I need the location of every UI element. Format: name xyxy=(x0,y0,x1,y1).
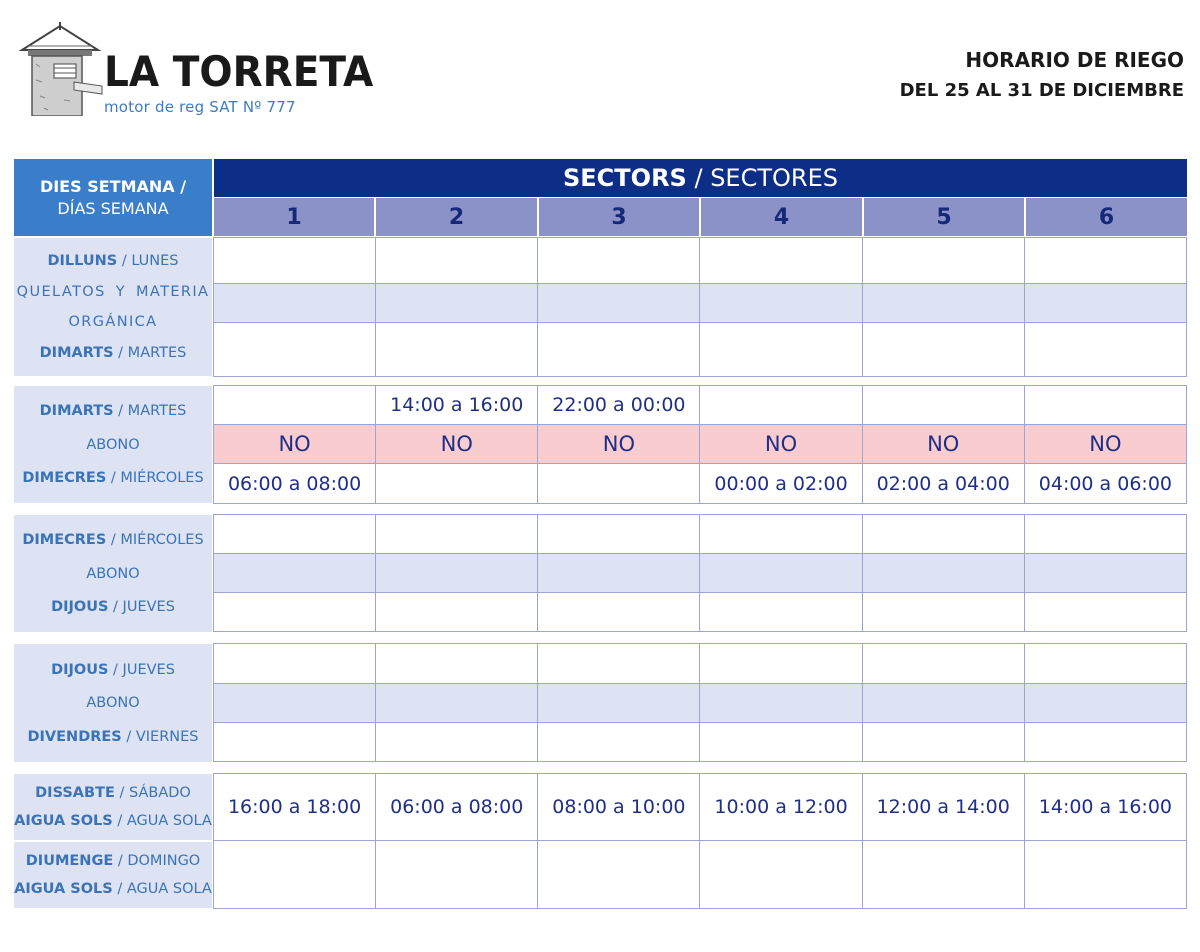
schedule-cell xyxy=(1024,554,1186,593)
schedule-cell xyxy=(862,515,1024,554)
schedule-cell: 16:00 a 18:00 xyxy=(214,774,376,841)
schedule-cell xyxy=(700,644,862,684)
schedule-cell xyxy=(1024,323,1186,377)
day-label-line: DISSABTE / SÁBADO xyxy=(35,785,191,802)
schedule-cell xyxy=(700,284,862,323)
no-irrigation-cell: NO xyxy=(538,425,700,464)
brand-subtitle: motor de reg SAT Nº 777 xyxy=(104,98,296,116)
sector-number: 5 xyxy=(864,198,1024,236)
schedule-cell xyxy=(538,723,700,762)
schedule-cell: 10:00 a 12:00 xyxy=(700,774,862,841)
day-label-line: DIMARTS / MARTES xyxy=(39,403,187,420)
schedule-cell xyxy=(538,284,700,323)
schedule-cell xyxy=(538,323,700,377)
sector-number: 6 xyxy=(1026,198,1187,236)
schedule-grid xyxy=(213,385,1187,504)
schedule-grid xyxy=(213,773,1187,909)
schedule-cell: 02:00 a 04:00 xyxy=(862,464,1024,504)
schedule-cell: 06:00 a 08:00 xyxy=(376,774,538,841)
day-label-line: ABONO xyxy=(86,695,140,711)
schedule-cell xyxy=(214,238,376,284)
schedule-cell xyxy=(214,684,376,723)
schedule-cell xyxy=(214,284,376,323)
schedule-grid xyxy=(213,643,1187,762)
schedule-cell xyxy=(700,723,862,762)
schedule-cell xyxy=(1024,284,1186,323)
day-label-line: DIVENDRES / VIERNES xyxy=(27,728,199,745)
schedule-cell xyxy=(376,684,538,723)
schedule-cell xyxy=(538,644,700,684)
schedule-cell xyxy=(538,238,700,284)
day-group-label xyxy=(14,238,212,376)
table-row xyxy=(214,684,1187,723)
day-label-line: AIGUA SOLS / AGUA SOLA xyxy=(14,812,212,829)
schedule-cell xyxy=(376,238,538,284)
sector-number: 2 xyxy=(376,198,537,236)
schedule-cell xyxy=(1024,238,1186,284)
schedule-cell xyxy=(376,593,538,632)
schedule-cell xyxy=(376,723,538,762)
schedule-grid xyxy=(213,237,1187,377)
day-label-line: DIMECRES / MIÉRCOLES xyxy=(22,532,204,549)
schedule-cell xyxy=(862,386,1024,425)
day-label-line: DIJOUS / JUEVES xyxy=(51,661,175,678)
day-group-label xyxy=(14,774,212,840)
days-column-header xyxy=(14,159,212,236)
schedule-cell xyxy=(862,644,1024,684)
sectors-header-normal: / SECTORES xyxy=(694,164,838,192)
schedule-cell xyxy=(1024,386,1186,425)
schedule-cell xyxy=(700,593,862,632)
schedule-cell xyxy=(700,684,862,723)
schedule-cell: 14:00 a 16:00 xyxy=(376,386,538,425)
schedule-cell xyxy=(376,644,538,684)
no-irrigation-cell: NO xyxy=(376,425,538,464)
sector-number: 1 xyxy=(214,198,374,236)
schedule-cell xyxy=(214,593,376,632)
schedule-cell xyxy=(862,684,1024,723)
schedule-cell xyxy=(538,554,700,593)
schedule-grid xyxy=(213,514,1187,632)
table-row xyxy=(214,323,1187,377)
table-row xyxy=(214,554,1187,593)
schedule-cell xyxy=(214,515,376,554)
schedule-cell xyxy=(214,723,376,762)
schedule-cell: 22:00 a 00:00 xyxy=(538,386,700,425)
schedule-cell: 08:00 a 10:00 xyxy=(538,774,700,841)
schedule-cell: 00:00 a 02:00 xyxy=(700,464,862,504)
day-label-line: AIGUA SOLS / AGUA SOLA xyxy=(14,880,212,897)
table-row xyxy=(214,238,1187,284)
schedule-cell xyxy=(700,323,862,377)
schedule-cell xyxy=(538,593,700,632)
schedule-cell xyxy=(700,238,862,284)
no-irrigation-cell: NO xyxy=(1024,425,1186,464)
page-title: HORARIO DE RIEGO xyxy=(965,48,1184,72)
table-row xyxy=(214,774,1187,841)
schedule-cell xyxy=(214,386,376,425)
day-label-line: ORGÁNICA xyxy=(68,314,158,331)
day-group-label xyxy=(14,644,212,762)
schedule-cell xyxy=(1024,515,1186,554)
schedule-cell xyxy=(862,323,1024,377)
schedule-cell xyxy=(376,554,538,593)
table-row xyxy=(214,723,1187,762)
schedule-cell xyxy=(538,464,700,504)
no-irrigation-cell: NO xyxy=(862,425,1024,464)
schedule-cell: 06:00 a 08:00 xyxy=(214,464,376,504)
day-label-line: DIJOUS / JUEVES xyxy=(51,598,175,615)
days-header-normal: DÍAS SEMANA xyxy=(57,198,169,218)
day-label-line: QUELATOS Y MATERIA xyxy=(16,283,210,300)
sector-number: 4 xyxy=(701,198,862,236)
tower-icon xyxy=(14,20,106,116)
schedule-cell xyxy=(538,841,700,909)
sector-number: 3 xyxy=(539,198,699,236)
schedule-cell xyxy=(376,464,538,504)
day-label-line: ABONO xyxy=(86,436,140,453)
schedule-cell xyxy=(700,554,862,593)
schedule-cell xyxy=(700,515,862,554)
table-row xyxy=(214,425,1187,464)
schedule-cell xyxy=(214,554,376,593)
table-row xyxy=(214,386,1187,425)
schedule-cell xyxy=(862,723,1024,762)
day-label-line: DIUMENGE / DOMINGO xyxy=(25,853,201,870)
table-row xyxy=(214,841,1187,909)
day-label-line: DILLUNS / LUNES xyxy=(47,252,179,269)
schedule-cell xyxy=(862,554,1024,593)
no-irrigation-cell: NO xyxy=(214,425,376,464)
schedule-cell xyxy=(376,323,538,377)
schedule-cell xyxy=(376,284,538,323)
schedule-cell xyxy=(700,386,862,425)
sectors-header-bold: SECTORS xyxy=(563,164,687,192)
schedule-cell xyxy=(376,515,538,554)
schedule-cell xyxy=(1024,644,1186,684)
schedule-cell xyxy=(862,238,1024,284)
schedule-cell xyxy=(1024,684,1186,723)
table-row xyxy=(214,284,1187,323)
table-row xyxy=(214,644,1187,684)
schedule-cell: 12:00 a 14:00 xyxy=(862,774,1024,841)
schedule-cell xyxy=(376,841,538,909)
brand-name: LA TORRETA xyxy=(104,47,374,96)
day-group-label xyxy=(14,386,212,503)
schedule-cell xyxy=(1024,593,1186,632)
schedule-cell xyxy=(862,284,1024,323)
table-row xyxy=(214,515,1187,554)
schedule-cell: 04:00 a 06:00 xyxy=(1024,464,1186,504)
schedule-cell xyxy=(700,841,862,909)
sectors-header xyxy=(214,159,1187,197)
schedule-cell xyxy=(538,684,700,723)
schedule-cell: 14:00 a 16:00 xyxy=(1024,774,1186,841)
schedule-cell xyxy=(214,644,376,684)
schedule-cell xyxy=(862,593,1024,632)
day-group-label xyxy=(14,842,212,908)
days-header-bold: DIES SETMANA / xyxy=(39,176,187,196)
no-irrigation-cell: NO xyxy=(700,425,862,464)
day-group-label xyxy=(14,515,212,632)
schedule-cell xyxy=(214,841,376,909)
date-range: DEL 25 AL 31 DE DICIEMBRE xyxy=(899,80,1184,101)
schedule-cell xyxy=(1024,723,1186,762)
table-row xyxy=(214,464,1187,504)
table-row xyxy=(214,593,1187,632)
day-label-line: DIMECRES / MIÉRCOLES xyxy=(22,469,204,486)
schedule-cell xyxy=(1024,841,1186,909)
day-label-line: ABONO xyxy=(86,565,140,582)
schedule-cell xyxy=(214,323,376,377)
day-label-line: DIMARTS / MARTES xyxy=(39,345,187,362)
schedule-cell xyxy=(862,841,1024,909)
schedule-cell xyxy=(538,515,700,554)
